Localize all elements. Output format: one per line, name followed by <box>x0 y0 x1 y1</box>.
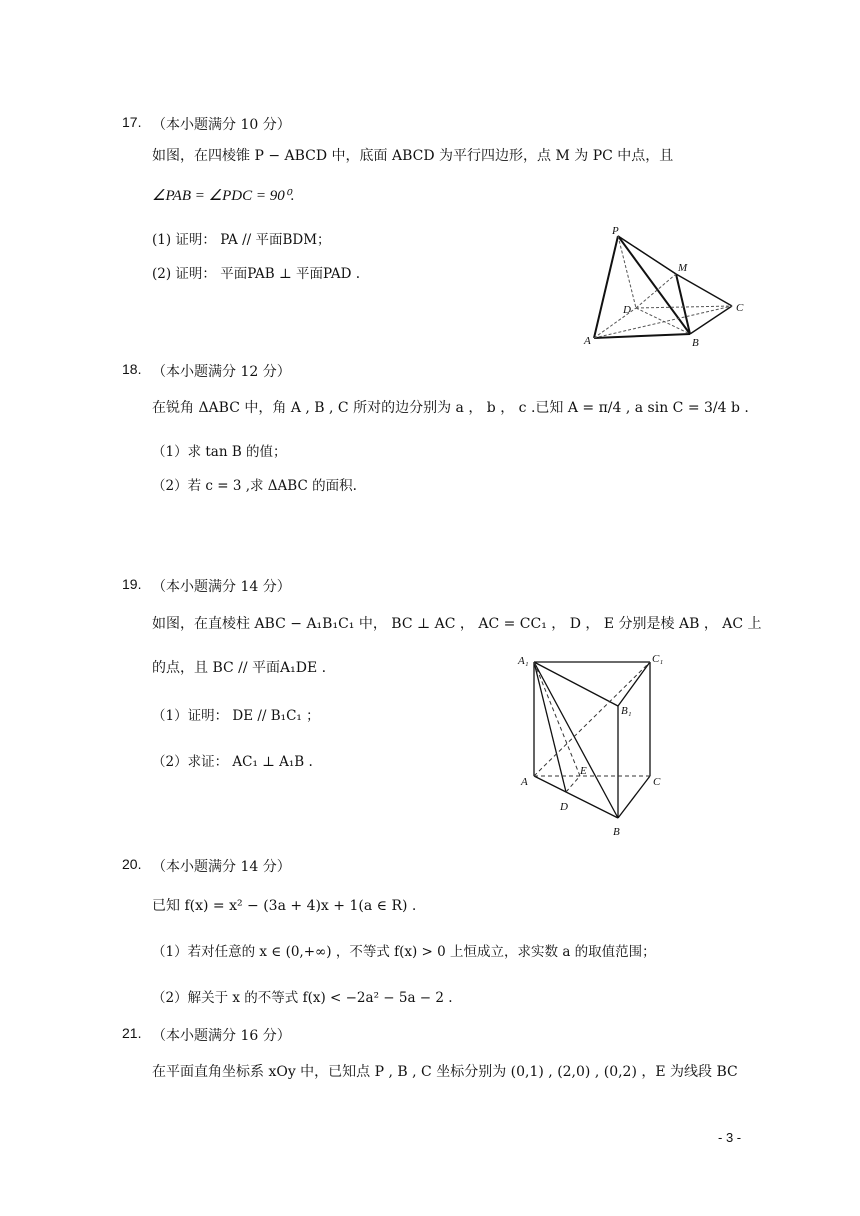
problem-20-number: 20. <box>122 856 142 872</box>
problem-19-statement-line2: 的点，且 BC // 平面A₁DE . <box>152 660 327 676</box>
problem-19-part-1: （1）证明： DE // B₁C₁ ； <box>152 708 320 724</box>
problem-18-part-2: （2）若 c = 3 ,求 ΔABC 的面积. <box>152 478 357 494</box>
problem-17-header: （本小题满分 10 分） <box>152 117 291 133</box>
pyramid-label-p: P <box>612 225 619 237</box>
pyramid-label-b: B <box>692 337 699 349</box>
prism-label-c: C <box>653 776 661 788</box>
prism-label-a1: A₁ <box>518 655 529 667</box>
prism-figure <box>514 648 674 840</box>
problem-19-statement-line1: 如图，在直棱柱 ABC − A₁B₁C₁ 中， BC ⊥ AC ， AC = CC₁ ， D ， E 分别是棱 AB ， AC 上 <box>152 616 762 632</box>
problem-17-number: 17. <box>122 114 142 130</box>
problem-17-part-2: (2) 证明： 平面PAB ⊥ 平面PAD . <box>152 266 360 282</box>
problem-18-number: 18. <box>122 361 142 377</box>
pyramid-label-d: D <box>623 304 631 316</box>
problem-18-statement: 在锐角 ΔABC 中，角 A , B , C 所对的边分别为 a ， b ， c .已知 A = π/4 , a sin C = 3/4 b . <box>152 400 749 416</box>
problem-19-header: （本小题满分 14 分） <box>152 579 291 595</box>
prism-label-a: A <box>521 776 528 788</box>
problem-21-header: （本小题满分 16 分） <box>152 1028 291 1044</box>
problem-19-part-2: （2）求证： AC₁ ⊥ A₁B . <box>152 754 313 770</box>
problem-20-part-2: （2）解关于 x 的不等式 f(x) < −2a² − 5a − 2 . <box>152 990 453 1006</box>
pyramid-label-a: A <box>584 335 591 347</box>
problem-18-header: （本小题满分 12 分） <box>152 364 291 380</box>
pyramid-label-m: M <box>678 262 688 274</box>
prism-label-b1: B₁ <box>621 705 632 717</box>
page-number: - 3 - <box>718 1130 742 1145</box>
prism-label-b: B <box>613 826 620 838</box>
pyramid-figure <box>578 222 754 352</box>
problem-17-statement-line1: 如图，在四棱锥 P − ABCD 中，底面 ABCD 为平行四边形，点 M 为 PC 中点，且 <box>152 148 674 164</box>
prism-label-e: E <box>580 765 587 777</box>
problem-18-part-1: （1）求 tan B 的值； <box>152 444 287 460</box>
prism-label-d: D <box>560 801 568 813</box>
problem-21-number: 21. <box>122 1025 142 1041</box>
problem-20-statement: 已知 f(x) = x² − (3a + 4)x + 1(a ∈ R) . <box>152 898 417 914</box>
problem-17-statement-line2: ∠PAB = ∠PDC = 90⁰. <box>152 188 295 204</box>
problem-20-header: （本小题满分 14 分） <box>152 859 291 875</box>
problem-17-part-1: (1) 证明： PA // 平面BDM； <box>152 232 331 248</box>
problem-20-part-1: （1）若对任意的 x ∈ (0,+∞) ，不等式 f(x) > 0 上恒成立，求实数 a 的取值范围； <box>152 944 656 960</box>
pyramid-label-c: C <box>736 302 744 314</box>
prism-label-c1: C₁ <box>652 653 664 665</box>
problem-21-statement: 在平面直角坐标系 xOy 中，已知点 P , B , C 坐标分别为 (0,1) , (2,0) , (0,2) ，E 为线段 BC <box>152 1064 738 1080</box>
problem-19-number: 19. <box>122 576 142 592</box>
